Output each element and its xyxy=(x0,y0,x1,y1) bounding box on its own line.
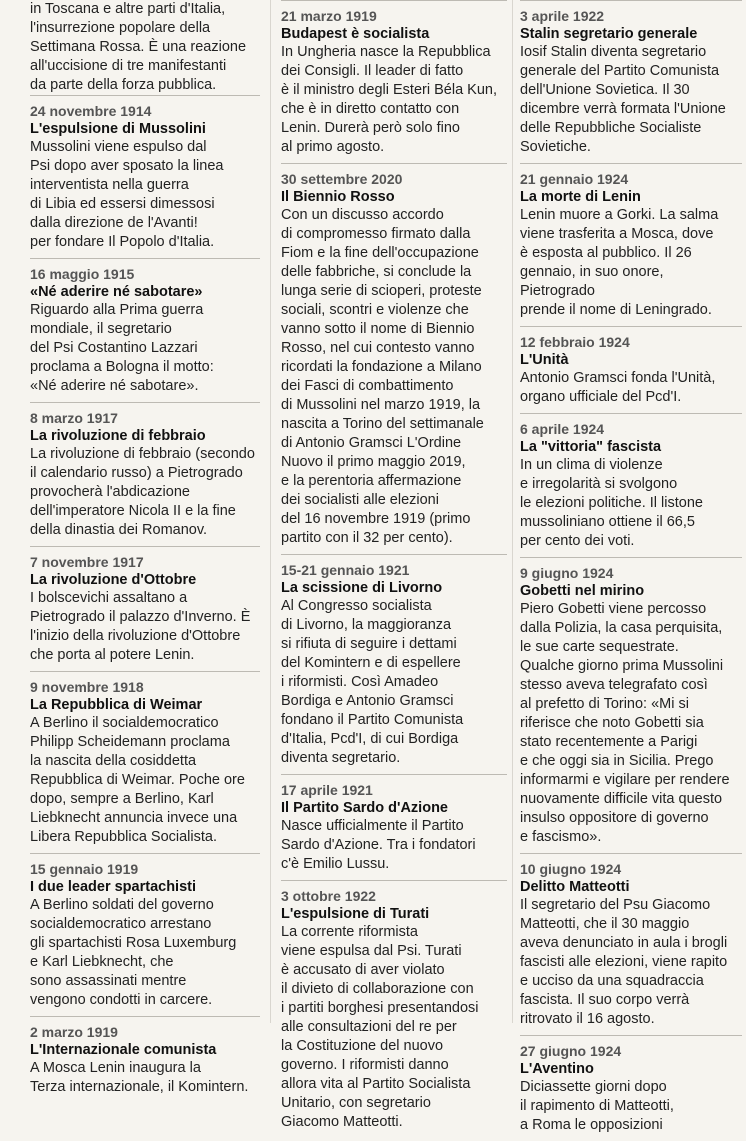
entry-date: 8 marzo 1917 xyxy=(30,402,260,427)
timeline-entry xyxy=(281,163,507,548)
entry-title: La scissione di Livorno xyxy=(281,580,443,596)
entry-date: 2 marzo 1919 xyxy=(30,1016,260,1041)
entry-body: La rivoluzione di febbraio (secondo il calendario russo) a Pietrogrado provocherà l'abdicazione dell'imperatore Nicola II e la fine della dinastia dei Romanov. xyxy=(30,446,255,538)
column-2 xyxy=(281,0,507,1138)
entry-date: 30 settembre 2020 xyxy=(281,163,507,188)
timeline-entry xyxy=(520,557,742,847)
entry-title: La "vittoria" fascista xyxy=(520,439,662,455)
timeline-entry xyxy=(520,413,742,551)
entry-title: L'Aventino xyxy=(520,1061,594,1077)
column-3-entries xyxy=(520,0,742,1135)
entry-title: Il Biennio Rosso xyxy=(281,189,395,205)
entry-date: 9 novembre 1918 xyxy=(30,671,260,696)
entry-body: A Mosca Lenin inaugura la Terza internazionale, il Komintern. xyxy=(30,1060,249,1095)
entry-body: Con un discusso accordo di compromesso firmato dalla Fiom e la fine dell'occupazione delle fabbriche, si conclude la lunga serie di scioperi, proteste sociali, scontri e violenze che vanno sotto il nome di Biennio Rosso, nel cui contesto vanno ricordati la fondazione a Milano dei Fasci di combattimento di Mussolini nel marzo 1919, la nascita a Torino del settimanale di Antonio Gramsci L'Ordine Nuovo il primo maggio 2019, e la perentoria affermazione dei socialisti alle elezioni del 16 novembre 1919 (primo partito con il 32 per cento). xyxy=(281,207,484,546)
timeline-entry xyxy=(30,671,260,847)
entry-title: L'Unità xyxy=(520,352,569,368)
timeline-entry xyxy=(30,546,260,665)
entry-title: La rivoluzione d'Ottobre xyxy=(30,572,197,588)
timeline-entry xyxy=(520,853,742,1029)
column-3 xyxy=(520,0,742,1141)
timeline-entry xyxy=(30,1016,260,1097)
entry-title: La morte di Lenin xyxy=(520,189,641,205)
timeline-entry xyxy=(520,1035,742,1135)
entry-date: 15 gennaio 1919 xyxy=(30,853,260,878)
entry-date: 6 aprile 1924 xyxy=(520,413,742,438)
entry-title: La rivoluzione di febbraio xyxy=(30,428,206,444)
entry-date: 3 aprile 1922 xyxy=(520,0,742,25)
entry-date: 9 giugno 1924 xyxy=(520,557,742,582)
entry-title: Delitto Matteotti xyxy=(520,879,630,895)
entry-title: Stalin segretario generale xyxy=(520,26,698,42)
entry-date: 16 maggio 1915 xyxy=(30,258,260,283)
entry-body: In un clima di violenze e irregolarità si svolgono le elezioni politiche. Il listone mussoliniano ottiene il 66,5 per cento dei voti. xyxy=(520,457,703,549)
entry-title: I due leader spartachisti xyxy=(30,879,197,895)
entry-date: 27 giugno 1924 xyxy=(520,1035,742,1060)
entry-body: Nasce ufficialmente il Partito Sardo d'Azione. Tra i fondatori c'è Emilio Lussu. xyxy=(281,818,476,872)
timeline-entry xyxy=(30,95,260,252)
entry-body: Il segretario del Psu Giacomo Matteotti, che il 30 maggio aveva denunciato in aula i brogli fascisti alle elezioni, viene rapito e ucciso da una squadraccia fascista. Il suo corpo verrà ritrovato il 16 agosto. xyxy=(520,897,728,1027)
timeline-entry xyxy=(30,853,260,1010)
entry-date: 10 giugno 1924 xyxy=(520,853,742,878)
entry-body: A Berlino il socialdemocratico Philipp Scheidemann proclama la nascita della cosiddetta Repubblica di Weimar. Poche ore dopo, sempre a Berlino, Karl Liebknecht annuncia invece una Libera Repubblica Socialista. xyxy=(30,715,245,845)
entry-body: In Ungheria nasce la Repubblica dei Consigli. Il leader di fatto è il ministro degli Esteri Béla Kun, che è in diretto contatto con Lenin. Durerà però solo fino al primo agosto. xyxy=(281,44,497,155)
entry-body: Diciassette giorni dopo il rapimento di Matteotti, a Roma le opposizioni xyxy=(520,1079,674,1133)
column-2-entries xyxy=(281,0,507,1132)
column-1-entries xyxy=(30,95,260,1097)
entry-body: Iosif Stalin diventa segretario generale del Partito Comunista dell'Unione Sovietica. Il 30 dicembre verrà formata l'Unione delle Repubbliche Socialiste Sovietiche. xyxy=(520,44,726,155)
column-divider xyxy=(512,0,513,1023)
timeline-entry xyxy=(281,774,507,874)
continuation-text: in Toscana e altre parti d'Italia, l'insurrezione popolare della Settimana Rossa. È una reazione all'uccisione di tre manifestanti da parte della forza pubblica. xyxy=(30,1,247,93)
entry-title: Gobetti nel mirino xyxy=(520,583,645,599)
entry-date: 21 marzo 1919 xyxy=(281,0,507,25)
timeline-entry xyxy=(520,326,742,407)
column-1 xyxy=(30,0,260,1103)
timeline-entry xyxy=(520,163,742,320)
entry-title: Il Partito Sardo d'Azione xyxy=(281,800,448,816)
entry-date: 3 ottobre 1922 xyxy=(281,880,507,905)
entry-date: 15-21 gennaio 1921 xyxy=(281,554,507,579)
timeline-entry xyxy=(281,0,507,157)
timeline-entry xyxy=(281,880,507,1132)
entry-body: Piero Gobetti viene percosso dalla Polizia, la casa perquisita, le sue carte sequestrate. Qualche giorno prima Mussolini stesso aveva telegrafato così al prefetto di Torino: «Mi si riferisce che noto Gobetti sia stato recentemente a Parigi e che oggi sia in Sicilia. Prego informarmi e vigilare per rendere nuovamente difficile vita questo insulso oppositore di governo e fascismo». xyxy=(520,601,730,845)
entry-body: A Berlino soldati del governo socialdemocratico arrestano gli spartachisti Rosa Luxemburg e Karl Liebknecht, che sono assassinati mentre vengono condotti in carcere. xyxy=(30,897,237,1008)
entry-date: 12 febbraio 1924 xyxy=(520,326,742,351)
column-divider xyxy=(270,0,271,1023)
timeline-entry xyxy=(281,554,507,768)
timeline-entry xyxy=(30,258,260,396)
entry-title: La Repubblica di Weimar xyxy=(30,697,203,713)
entry-date: 21 gennaio 1924 xyxy=(520,163,742,188)
entry-body: Antonio Gramsci fonda l'Unità, organo ufficiale del Pcd'I. xyxy=(520,370,716,405)
entry-title: «Né aderire né sabotare» xyxy=(30,284,203,300)
entry-title: L'espulsione di Turati xyxy=(281,906,430,922)
timeline-entry xyxy=(30,402,260,540)
entry-date: 24 novembre 1914 xyxy=(30,95,260,120)
entry-body: I bolscevichi assaltano a Pietrogrado il palazzo d'Inverno. È l'inizio della rivoluzione d'Ottobre che porta al potere Lenin. xyxy=(30,590,251,663)
entry-body: Mussolini viene espulso dal Psi dopo aver sposato la linea interventista nella guerra di Libia ed essersi dimessosi dalla direzione de l'Avanti! per fondare Il Popolo d'Italia. xyxy=(30,139,224,250)
entry-body: Riguardo alla Prima guerra mondiale, il segretario del Psi Costantino Lazzari proclama a Bologna il motto: «Né aderire né sabotare». xyxy=(30,302,214,394)
entry-title: L'espulsione di Mussolini xyxy=(30,121,206,137)
timeline-entry xyxy=(520,0,742,157)
entry-title: L'Internazionale comunista xyxy=(30,1042,217,1058)
entry-date: 17 aprile 1921 xyxy=(281,774,507,799)
entry-title: Budapest è socialista xyxy=(281,26,430,42)
entry-body: Al Congresso socialista di Livorno, la maggioranza si rifiuta di seguire i dettami del Komintern e di espellere i riformisti. Così Amadeo Bordiga e Antonio Gramsci fondano il Partito Comunista d'Italia, Pcd'I, di cui Bordiga diventa segretario. xyxy=(281,598,464,766)
entry-body: Lenin muore a Gorki. La salma viene trasferita a Mosca, dove è esposta al pubblico. Il 26 gennaio, in suo onore, Pietrogrado prende il nome di Leningrado. xyxy=(520,207,719,318)
entry-date: 7 novembre 1917 xyxy=(30,546,260,571)
entry-body: La corrente riformista viene espulsa dal Psi. Turati è accusato di aver violato il divieto di collaborazione con i partiti borghesi presentandosi alle consultazioni del re per la Costituzione del nuovo governo. I riformisti danno allora vita al Partito Socialista Unitario, con segretario Giacomo Matteotti. xyxy=(281,924,479,1130)
